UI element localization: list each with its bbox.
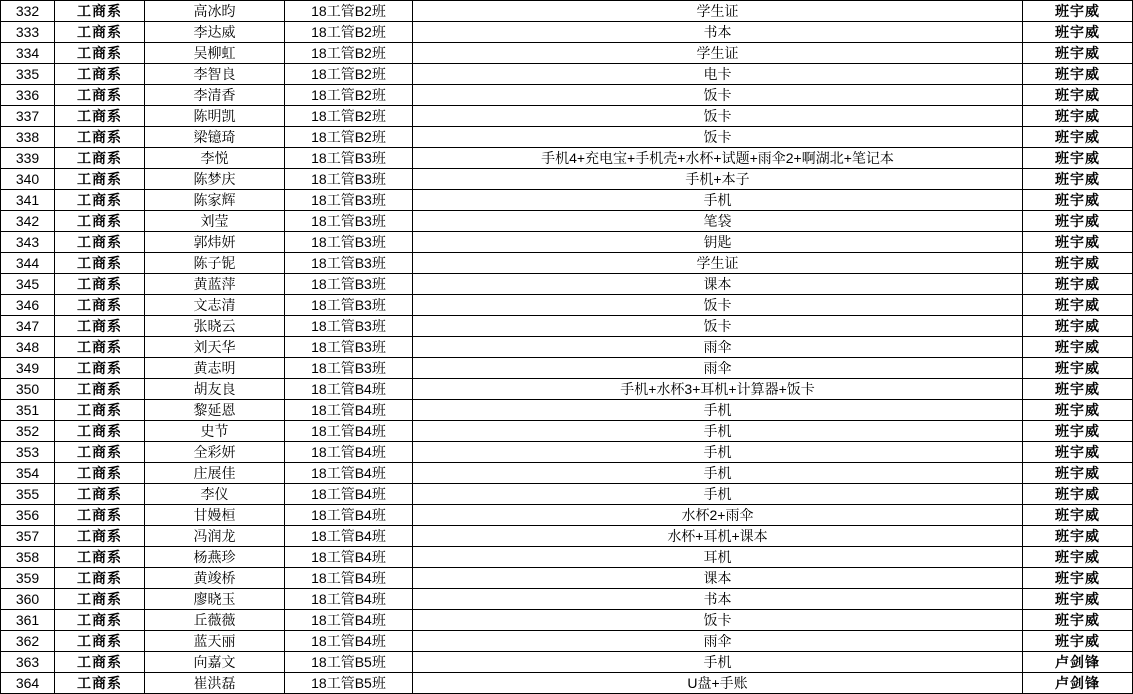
table-row <box>1 190 1133 211</box>
row-department: 工商系 <box>55 337 145 358</box>
row-index: 348 <box>1 337 55 358</box>
table-row <box>1 358 1133 379</box>
row-department: 工商系 <box>55 64 145 85</box>
row-items: 饭卡 <box>413 316 1023 337</box>
row-class: 18工管B4班 <box>285 379 413 400</box>
table-row <box>1 568 1133 589</box>
row-index: 347 <box>1 316 55 337</box>
table-row <box>1 232 1133 253</box>
row-class: 18工管B3班 <box>285 253 413 274</box>
row-index: 342 <box>1 211 55 232</box>
row-index: 350 <box>1 379 55 400</box>
row-class: 18工管B2班 <box>285 127 413 148</box>
row-items: 雨伞 <box>413 337 1023 358</box>
table-row <box>1 421 1133 442</box>
row-name: 梁镱琦 <box>145 127 285 148</box>
row-department: 工商系 <box>55 379 145 400</box>
row-items: 手机 <box>413 484 1023 505</box>
row-items: 学生证 <box>413 43 1023 64</box>
row-name: 黄竣桥 <box>145 568 285 589</box>
row-index: 337 <box>1 106 55 127</box>
table-row <box>1 106 1133 127</box>
row-class: 18工管B4班 <box>285 526 413 547</box>
table-row <box>1 148 1133 169</box>
row-class: 18工管B4班 <box>285 589 413 610</box>
table-row <box>1 526 1133 547</box>
row-items: 课本 <box>413 568 1023 589</box>
row-index: 335 <box>1 64 55 85</box>
row-owner: 班宇威 <box>1023 463 1133 484</box>
row-owner: 卢剑锋 <box>1023 673 1133 694</box>
row-name: 高冰昀 <box>145 1 285 22</box>
row-owner: 班宇威 <box>1023 253 1133 274</box>
row-items: 手机 <box>413 652 1023 673</box>
table-row <box>1 400 1133 421</box>
row-name: 丘薇薇 <box>145 610 285 631</box>
row-name: 胡友良 <box>145 379 285 400</box>
table-row <box>1 169 1133 190</box>
table-row <box>1 127 1133 148</box>
row-department: 工商系 <box>55 211 145 232</box>
row-department: 工商系 <box>55 169 145 190</box>
row-items: 手机 <box>413 442 1023 463</box>
row-items: 水杯+耳机+课本 <box>413 526 1023 547</box>
row-owner: 班宇威 <box>1023 421 1133 442</box>
row-name: 李清香 <box>145 85 285 106</box>
row-items: 学生证 <box>413 253 1023 274</box>
row-department: 工商系 <box>55 484 145 505</box>
row-items: 饭卡 <box>413 106 1023 127</box>
row-index: 345 <box>1 274 55 295</box>
row-owner: 班宇威 <box>1023 589 1133 610</box>
row-index: 364 <box>1 673 55 694</box>
row-department: 工商系 <box>55 547 145 568</box>
row-items: U盘+手账 <box>413 673 1023 694</box>
row-name: 陈家辉 <box>145 190 285 211</box>
row-index: 341 <box>1 190 55 211</box>
row-department: 工商系 <box>55 505 145 526</box>
row-items: 水杯2+雨伞 <box>413 505 1023 526</box>
row-items: 学生证 <box>413 1 1023 22</box>
row-owner: 班宇威 <box>1023 568 1133 589</box>
row-index: 339 <box>1 148 55 169</box>
row-owner: 班宇威 <box>1023 505 1133 526</box>
table-row <box>1 64 1133 85</box>
row-name: 李智良 <box>145 64 285 85</box>
row-items: 耳机 <box>413 547 1023 568</box>
row-index: 355 <box>1 484 55 505</box>
row-owner: 班宇威 <box>1023 295 1133 316</box>
row-class: 18工管B3班 <box>285 295 413 316</box>
row-owner: 班宇威 <box>1023 169 1133 190</box>
row-index: 354 <box>1 463 55 484</box>
row-name: 庄展佳 <box>145 463 285 484</box>
row-department: 工商系 <box>55 190 145 211</box>
row-class: 18工管B3班 <box>285 190 413 211</box>
row-items: 手机 <box>413 421 1023 442</box>
row-index: 358 <box>1 547 55 568</box>
row-department: 工商系 <box>55 652 145 673</box>
row-class: 18工管B2班 <box>285 43 413 64</box>
row-name: 蓝天丽 <box>145 631 285 652</box>
row-class: 18工管B3班 <box>285 169 413 190</box>
table-row <box>1 589 1133 610</box>
records-table-body <box>1 1 1133 694</box>
row-class: 18工管B3班 <box>285 148 413 169</box>
table-row <box>1 379 1133 400</box>
row-owner: 班宇威 <box>1023 547 1133 568</box>
row-index: 336 <box>1 85 55 106</box>
row-name: 文志清 <box>145 295 285 316</box>
row-items: 饭卡 <box>413 127 1023 148</box>
row-class: 18工管B4班 <box>285 610 413 631</box>
table-row <box>1 316 1133 337</box>
row-items: 电卡 <box>413 64 1023 85</box>
row-items: 雨伞 <box>413 631 1023 652</box>
table-row <box>1 295 1133 316</box>
table-row <box>1 505 1133 526</box>
row-index: 360 <box>1 589 55 610</box>
row-name: 杨燕珍 <box>145 547 285 568</box>
row-department: 工商系 <box>55 1 145 22</box>
row-index: 349 <box>1 358 55 379</box>
row-owner: 班宇威 <box>1023 22 1133 43</box>
table-row <box>1 610 1133 631</box>
row-owner: 班宇威 <box>1023 148 1133 169</box>
row-name: 廖晓玉 <box>145 589 285 610</box>
table-row <box>1 253 1133 274</box>
table-row <box>1 442 1133 463</box>
row-name: 黎延恩 <box>145 400 285 421</box>
row-class: 18工管B4班 <box>285 568 413 589</box>
row-department: 工商系 <box>55 631 145 652</box>
row-department: 工商系 <box>55 400 145 421</box>
row-class: 18工管B4班 <box>285 631 413 652</box>
row-items: 饭卡 <box>413 85 1023 106</box>
row-index: 344 <box>1 253 55 274</box>
row-class: 18工管B2班 <box>285 85 413 106</box>
row-department: 工商系 <box>55 22 145 43</box>
row-index: 334 <box>1 43 55 64</box>
row-owner: 班宇威 <box>1023 337 1133 358</box>
row-owner: 班宇威 <box>1023 64 1133 85</box>
row-owner: 班宇威 <box>1023 400 1133 421</box>
row-class: 18工管B3班 <box>285 316 413 337</box>
row-items: 手机+本子 <box>413 169 1023 190</box>
table-row <box>1 43 1133 64</box>
table-row <box>1 484 1133 505</box>
row-class: 18工管B2班 <box>285 1 413 22</box>
row-name: 崔洪磊 <box>145 673 285 694</box>
row-department: 工商系 <box>55 610 145 631</box>
table-row <box>1 337 1133 358</box>
row-department: 工商系 <box>55 442 145 463</box>
row-class: 18工管B4班 <box>285 463 413 484</box>
row-class: 18工管B4班 <box>285 400 413 421</box>
row-items: 手机 <box>413 463 1023 484</box>
row-department: 工商系 <box>55 106 145 127</box>
row-class: 18工管B5班 <box>285 673 413 694</box>
row-owner: 班宇威 <box>1023 1 1133 22</box>
row-owner: 班宇威 <box>1023 85 1133 106</box>
row-index: 363 <box>1 652 55 673</box>
row-department: 工商系 <box>55 316 145 337</box>
row-items: 钥匙 <box>413 232 1023 253</box>
row-class: 18工管B4班 <box>285 505 413 526</box>
row-items: 雨伞 <box>413 358 1023 379</box>
row-owner: 班宇威 <box>1023 106 1133 127</box>
row-name: 郭炜妍 <box>145 232 285 253</box>
row-class: 18工管B5班 <box>285 652 413 673</box>
row-name: 李仪 <box>145 484 285 505</box>
row-name: 史节 <box>145 421 285 442</box>
row-department: 工商系 <box>55 589 145 610</box>
row-items: 饭卡 <box>413 610 1023 631</box>
row-owner: 班宇威 <box>1023 232 1133 253</box>
row-index: 333 <box>1 22 55 43</box>
table-row <box>1 1 1133 22</box>
row-department: 工商系 <box>55 568 145 589</box>
row-index: 361 <box>1 610 55 631</box>
row-class: 18工管B3班 <box>285 274 413 295</box>
row-name: 冯润龙 <box>145 526 285 547</box>
row-owner: 班宇威 <box>1023 43 1133 64</box>
row-owner: 班宇威 <box>1023 190 1133 211</box>
row-name: 向嘉文 <box>145 652 285 673</box>
row-department: 工商系 <box>55 85 145 106</box>
row-department: 工商系 <box>55 421 145 442</box>
row-owner: 班宇威 <box>1023 526 1133 547</box>
row-items: 手机 <box>413 190 1023 211</box>
row-class: 18工管B3班 <box>285 211 413 232</box>
row-owner: 班宇威 <box>1023 358 1133 379</box>
row-department: 工商系 <box>55 463 145 484</box>
row-name: 陈明凯 <box>145 106 285 127</box>
row-items: 课本 <box>413 274 1023 295</box>
table-row <box>1 631 1133 652</box>
row-name: 吴柳虹 <box>145 43 285 64</box>
row-owner: 班宇威 <box>1023 610 1133 631</box>
row-index: 357 <box>1 526 55 547</box>
row-owner: 班宇威 <box>1023 316 1133 337</box>
row-class: 18工管B4班 <box>285 547 413 568</box>
row-name: 李达威 <box>145 22 285 43</box>
row-index: 359 <box>1 568 55 589</box>
table-row <box>1 547 1133 568</box>
row-department: 工商系 <box>55 43 145 64</box>
row-owner: 班宇威 <box>1023 274 1133 295</box>
row-name: 刘莹 <box>145 211 285 232</box>
row-owner: 班宇威 <box>1023 127 1133 148</box>
row-owner: 班宇威 <box>1023 442 1133 463</box>
row-items: 手机4+充电宝+手机壳+水杯+试题+雨伞2+啊湖北+笔记本 <box>413 148 1023 169</box>
row-items: 手机 <box>413 400 1023 421</box>
table-row <box>1 673 1133 694</box>
row-items: 手机+水杯3+耳机+计算器+饭卡 <box>413 379 1023 400</box>
row-index: 338 <box>1 127 55 148</box>
row-department: 工商系 <box>55 673 145 694</box>
row-items: 书本 <box>413 589 1023 610</box>
table-row <box>1 85 1133 106</box>
row-name: 李悦 <box>145 148 285 169</box>
row-index: 343 <box>1 232 55 253</box>
row-name: 张晓云 <box>145 316 285 337</box>
table-row <box>1 211 1133 232</box>
table-row <box>1 22 1133 43</box>
row-class: 18工管B3班 <box>285 337 413 358</box>
row-class: 18工管B3班 <box>285 358 413 379</box>
row-index: 340 <box>1 169 55 190</box>
row-index: 362 <box>1 631 55 652</box>
row-name: 全彩妍 <box>145 442 285 463</box>
row-owner: 班宇威 <box>1023 631 1133 652</box>
row-index: 353 <box>1 442 55 463</box>
table-row <box>1 463 1133 484</box>
row-items: 饭卡 <box>413 295 1023 316</box>
row-department: 工商系 <box>55 148 145 169</box>
row-department: 工商系 <box>55 526 145 547</box>
row-class: 18工管B2班 <box>285 22 413 43</box>
row-class: 18工管B4班 <box>285 421 413 442</box>
row-index: 356 <box>1 505 55 526</box>
table-row <box>1 274 1133 295</box>
row-items: 笔袋 <box>413 211 1023 232</box>
row-owner: 卢剑锋 <box>1023 652 1133 673</box>
row-department: 工商系 <box>55 253 145 274</box>
row-department: 工商系 <box>55 127 145 148</box>
row-index: 352 <box>1 421 55 442</box>
row-department: 工商系 <box>55 295 145 316</box>
row-department: 工商系 <box>55 358 145 379</box>
row-class: 18工管B4班 <box>285 442 413 463</box>
row-name: 陈梦庆 <box>145 169 285 190</box>
row-name: 陈子铌 <box>145 253 285 274</box>
row-name: 黄志明 <box>145 358 285 379</box>
table-row <box>1 652 1133 673</box>
row-name: 甘嫚桓 <box>145 505 285 526</box>
row-name: 刘天华 <box>145 337 285 358</box>
row-class: 18工管B4班 <box>285 484 413 505</box>
row-class: 18工管B2班 <box>285 106 413 127</box>
row-index: 332 <box>1 1 55 22</box>
row-items: 书本 <box>413 22 1023 43</box>
row-name: 黄蓝萍 <box>145 274 285 295</box>
row-department: 工商系 <box>55 274 145 295</box>
row-department: 工商系 <box>55 232 145 253</box>
row-class: 18工管B3班 <box>285 232 413 253</box>
row-owner: 班宇威 <box>1023 379 1133 400</box>
row-index: 346 <box>1 295 55 316</box>
row-class: 18工管B2班 <box>285 64 413 85</box>
row-owner: 班宇威 <box>1023 211 1133 232</box>
row-index: 351 <box>1 400 55 421</box>
row-owner: 班宇威 <box>1023 484 1133 505</box>
